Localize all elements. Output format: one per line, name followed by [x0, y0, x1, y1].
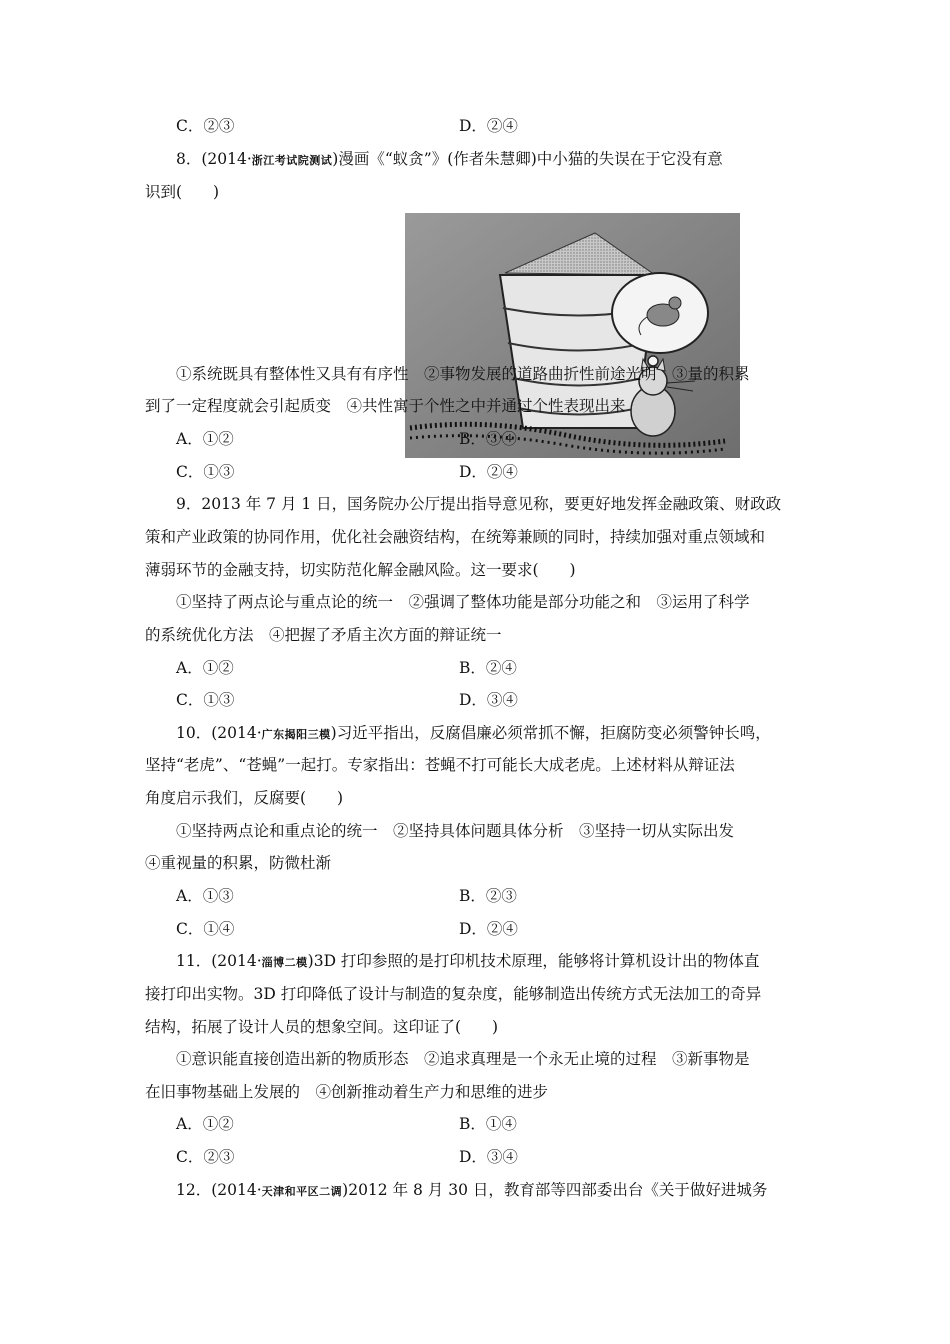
question-11-stem-cont: 结构，拓展了设计人员的想象空间。这印证了( ): [145, 1018, 499, 1036]
question-11-statements-cont: 在旧事物基础上发展的 ④创新推动着生产力和思维的进步: [145, 1083, 549, 1101]
cartoon-image: [405, 213, 740, 458]
option-a: A．①③: [176, 887, 234, 905]
question-8-statements: ①系统既具有整体性又具有有序性 ②事物发展的道路曲折性前途光明 ③量的积累: [176, 365, 750, 383]
question-10-stem: 10．(2014·广东揭阳三模)习近平指出，反腐倡廉必须常抓不懈，拒腐防变必须警钟长鸣，: [176, 724, 771, 742]
question-9-stem-cont: 薄弱环节的金融支持，切实防范化解金融风险。这一要求( ): [145, 561, 576, 579]
option-d: D．②④: [459, 463, 518, 481]
option-c: C．①③: [176, 691, 235, 709]
question-9-stem: 9．2013 年 7 月 1 日，国务院办公厅提出指导意见称，要更好地发挥金融政策、财政政: [176, 495, 782, 513]
option-d: D．③④: [459, 1148, 518, 1166]
option-a: A．①②: [176, 1115, 234, 1133]
question-8-stem-cont: 识到( ): [145, 183, 220, 201]
question-source: 广东揭阳三模: [261, 728, 331, 741]
option-d: D．②④: [459, 920, 518, 938]
question-8-stem: 8．(2014·浙江考试院测试)漫画《“蚁贪”》(作者朱慧卿)中小猫的失误在于它没有意: [176, 150, 723, 168]
question-10-stem-cont: 角度启示我们，反腐要( ): [145, 789, 344, 807]
option-d: D．③④: [459, 691, 518, 709]
question-10-statements: ①坚持两点论和重点论的统一 ②坚持具体问题具体分析 ③坚持一切从实际出发: [176, 822, 735, 840]
option-c: C．①④: [176, 920, 235, 938]
question-10-stem-cont: 坚持“老虎”、“苍蝇”一起打。专家指出：苍蝇不打可能长大成老虎。上述材料从辩证法: [145, 756, 735, 774]
option-b: B．①④: [459, 1115, 517, 1133]
option-a: A．①②: [176, 430, 234, 448]
option-c: C．②③: [176, 1148, 235, 1166]
option-b: B．②③: [459, 887, 517, 905]
option-b: B．③④: [459, 430, 517, 448]
option-a: A．①②: [176, 659, 234, 677]
option-b: B．②④: [459, 659, 517, 677]
option-c: C．②③: [176, 117, 235, 135]
option-d: D．②④: [459, 117, 518, 135]
question-9-statements: ①坚持了两点论与重点论的统一 ②强调了整体功能是部分功能之和 ③运用了科学: [176, 593, 750, 611]
question-10-statements-cont: ④重视量的积累，防微杜渐: [145, 854, 332, 872]
option-c: C．①③: [176, 463, 235, 481]
question-source: 淄博二模: [261, 956, 308, 969]
question-9-stem-cont: 策和产业政策的协同作用，优化社会融资结构，在统筹兼顾的同时，持续加强对重点领域和: [145, 528, 766, 546]
question-source: 浙江考试院测试: [251, 154, 333, 167]
question-11-stem: 11．(2014·淄博二模)3D 打印参照的是打印机技术原理，能够将计算机设计出的物体直: [176, 952, 760, 970]
question-source: 天津和平区二调: [261, 1185, 343, 1198]
question-9-statements-cont: 的系统优化方法 ④把握了矛盾主次方面的辩证统一: [145, 626, 502, 644]
question-11-stem-cont: 接打印出实物。3D 打印降低了设计与制造的复杂度，能够制造出传统方式无法加工的奇异: [145, 985, 762, 1003]
question-8-statements-cont: 到了一定程度就会引起质变 ④共性寓于个性之中并通过个性表现出来: [145, 397, 626, 415]
question-12-stem: 12．(2014·天津和平区二调)2012 年 8 月 30 日，教育部等四部委出台《关于做好进城务: [176, 1181, 768, 1199]
question-11-statements: ①意识能直接创造出新的物质形态 ②追求真理是一个永无止境的过程 ③新事物是: [176, 1050, 750, 1068]
